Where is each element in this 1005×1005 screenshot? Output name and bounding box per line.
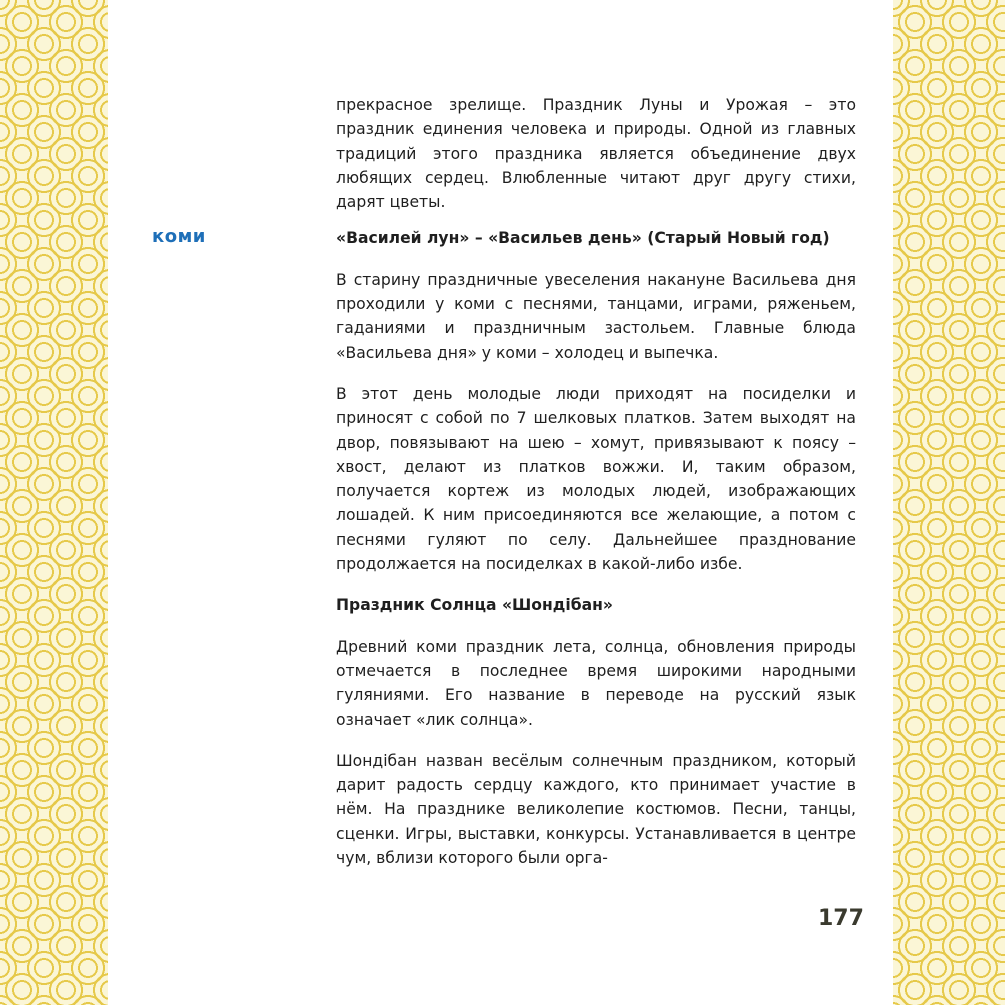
intro-paragraph: прекрасное зрелище. Праздник Луны и Урожая – это праздник единения человека и природы. Одной из главных традиций этого праздника является объединение двух любящих сердец. Влюбленные читают друг другу стихи, дарят цветы. bbox=[336, 96, 856, 212]
section2-paragraph-2: Шондiбан назван весёлым солнечным праздником, который дарит радость сердцу каждого, кто принимает участие в нём. На празднике великолепие костюмов. Песни, танцы, сценки. Игры, выставки, конкурсы. Устанавливается в центре чум, вблизи которого были орга- bbox=[336, 751, 856, 868]
section1-paragraph-1: В старину праздничные увеселения накануне Васильева дня проходили у коми с песнями, танцами, играми, ряженьем, гаданиями и праздничным застольем. Главные блюда «Васильева дня» у коми – холодец и выпечка. bbox=[336, 270, 856, 362]
side-label-komi: коми bbox=[152, 226, 206, 247]
section1-heading: «Василей лун» – «Васильев день» (Старый Новый год) bbox=[336, 229, 830, 248]
text-column bbox=[336, 93, 856, 870]
section2-heading: Праздник Солнца «Шондiбан» bbox=[336, 596, 613, 615]
ornament-border-right bbox=[893, 0, 1005, 1005]
section2-paragraph-1: Древний коми праздник лета, солнца, обновления природы отмечается в последнее время широкими народными гуляниями. Его название в переводе на русский язык означает «лик солнца». bbox=[336, 637, 856, 729]
section1-paragraph-2: В этот день молодые люди приходят на посиделки и приносят с собой по 7 шелковых платков. Затем выходят на двор, повязывают на шею – хомут, привязывают к поясу – хвост, делают из платков вожжи. И, таким образом, получается кортеж из молодых людей, изображающих лошадей. К ним присоединяются все желающие, а потом с песнями гуляют по селу. Дальнейшее празднование продолжается на посиделках в какой-либо избе. bbox=[336, 384, 856, 574]
page-number: 177 bbox=[818, 906, 864, 931]
ornament-border-left bbox=[0, 0, 108, 1005]
